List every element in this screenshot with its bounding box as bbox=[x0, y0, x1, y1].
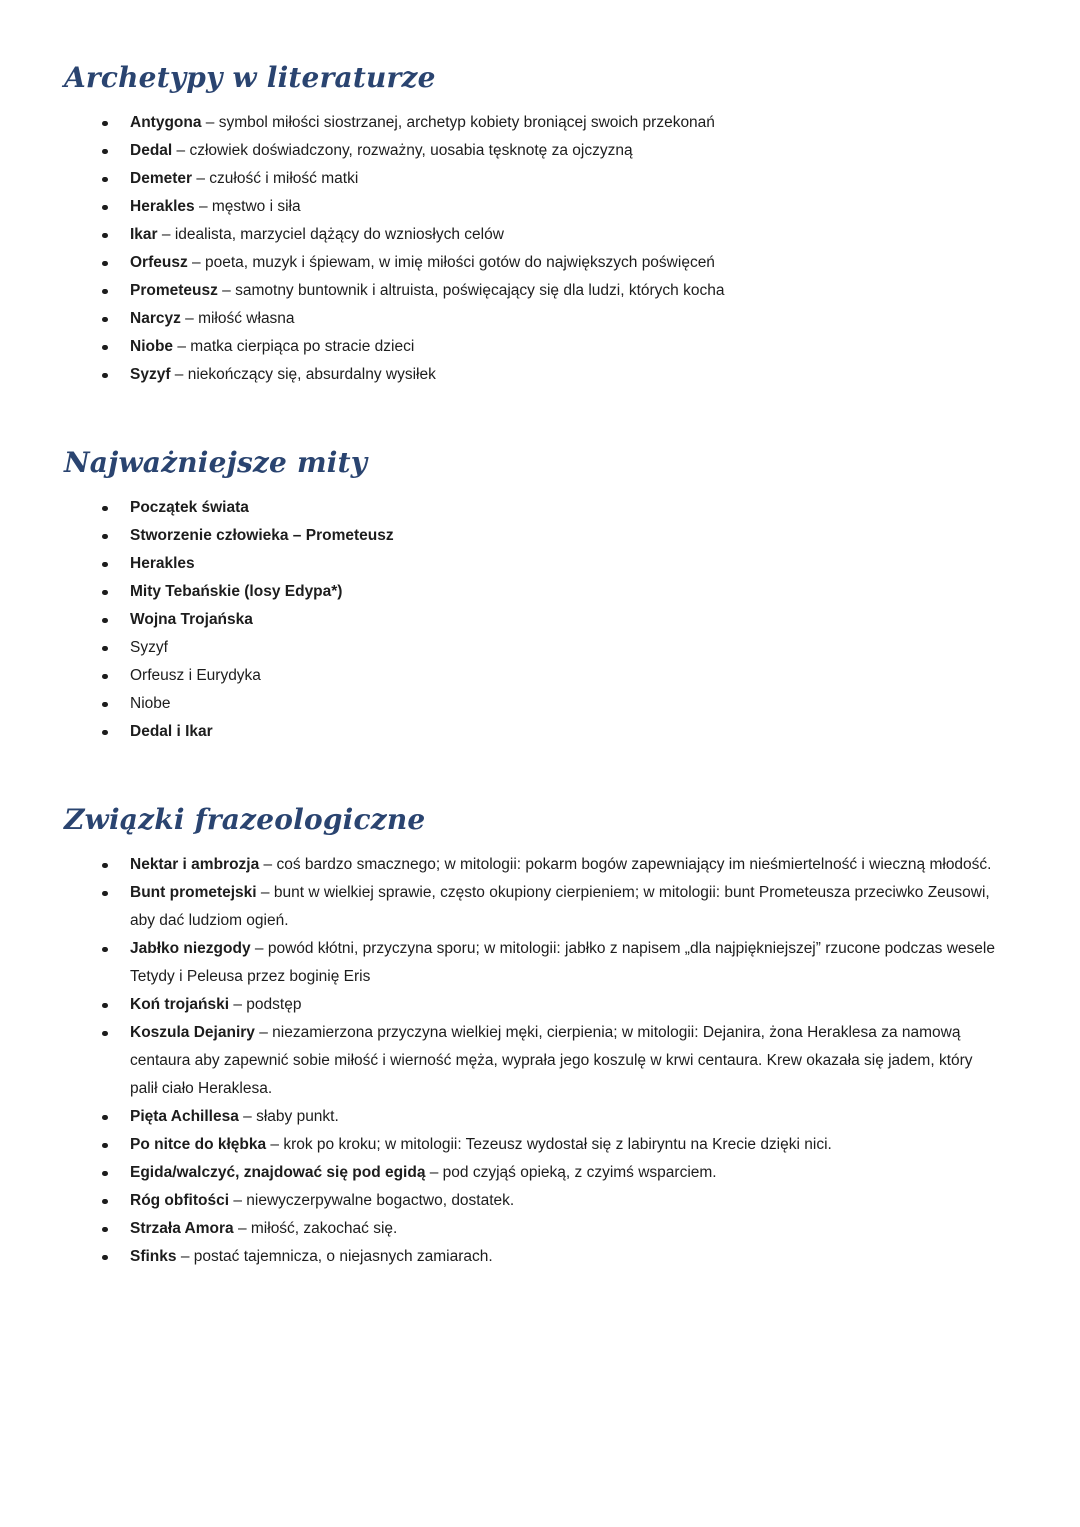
item-description: – coś bardzo smacznego; w mitologii: pokarm bogów zapewniający im nieśmiertelność i wieczną młodość. bbox=[259, 856, 992, 873]
list-item bbox=[64, 1215, 1016, 1243]
list-item bbox=[64, 1243, 1016, 1271]
item-term: Koń trojański bbox=[130, 996, 230, 1013]
list-item bbox=[64, 1159, 1016, 1187]
item-description: – samotny buntownik i altruista, poświęcający się dla ludzi, których kocha bbox=[217, 282, 725, 299]
section-title-archetypy: Archetypy w literaturze bbox=[64, 61, 436, 94]
list-item bbox=[64, 305, 1016, 333]
list-item bbox=[64, 851, 1016, 879]
list-item bbox=[64, 193, 1016, 221]
item-description: – słaby punkt. bbox=[238, 1108, 339, 1125]
item-term: Antygona bbox=[130, 114, 202, 131]
list-item bbox=[64, 522, 1016, 550]
section-najwazniejsze-mity bbox=[64, 445, 1016, 746]
list-item bbox=[64, 606, 1016, 634]
list-item bbox=[64, 277, 1016, 305]
item-term: Herakles bbox=[130, 555, 195, 572]
item-term: Egida/walczyć, znajdować się pod egidą bbox=[130, 1164, 426, 1181]
item-term: Prometeusz bbox=[130, 282, 218, 299]
item-term: Ikar bbox=[130, 226, 158, 243]
item-term: Mity Tebańskie (losy Edypa*) bbox=[130, 583, 343, 600]
item-term: Początek świata bbox=[130, 499, 249, 516]
list-item bbox=[64, 690, 1016, 718]
list-item bbox=[64, 991, 1016, 1019]
list-item bbox=[64, 550, 1016, 578]
item-description: – niezamierzona przyczyna wielkiej męki, cierpienia; w mitologii: Dejanira, żona Heraklesa za namową centaura aby zapewnić sobie miłość i wierność męża, wyprała jego koszulę w krwi centaura. Krew okazała się jadem, który palił ciało Heraklesa. bbox=[130, 1024, 973, 1097]
item-description: – podstęp bbox=[229, 996, 302, 1013]
item-term: Niobe bbox=[130, 695, 171, 712]
frazeologizmy-bullet-list bbox=[64, 851, 1016, 1271]
item-description: – postać tajemnicza, o niejasnych zamiarach. bbox=[176, 1248, 493, 1265]
item-term: Herakles bbox=[130, 198, 195, 215]
item-description: – krok po kroku; w mitologii: Tezeusz wydostał się z labiryntu na Krecie dzięki nici. bbox=[266, 1136, 832, 1153]
item-term: Sfinks bbox=[130, 1248, 177, 1265]
item-description: – czułość i miłość matki bbox=[192, 170, 359, 187]
list-item bbox=[64, 137, 1016, 165]
list-item bbox=[64, 718, 1016, 746]
section-zwiazki-frazeologiczne bbox=[64, 802, 1016, 1271]
list-item bbox=[64, 1103, 1016, 1131]
section-title-frazeologizmy: Związki frazeologiczne bbox=[64, 803, 426, 836]
item-term: Demeter bbox=[130, 170, 193, 187]
item-description: – symbol miłości siostrzanej, archetyp kobiety broniącej swoich przekonań bbox=[201, 114, 715, 131]
mity-bullet-list bbox=[64, 494, 1016, 746]
item-description: – człowiek doświadczony, rozważny, uosabia tęsknotę za ojczyzną bbox=[172, 142, 633, 159]
item-description: – poeta, muzyk i śpiewam, w imię miłości gotów do największych poświęceń bbox=[187, 254, 715, 271]
item-description: – powód kłótni, przyczyna sporu; w mitologii: jabłko z napisem „dla najpiękniejszej” rzucone podczas wesele Tetydy i Peleusa przez boginię Eris bbox=[130, 940, 995, 985]
list-item bbox=[64, 494, 1016, 522]
item-term: Niobe bbox=[130, 338, 174, 355]
section-archetypy-w-literaturze bbox=[64, 60, 1016, 389]
item-term: Syzyf bbox=[130, 639, 168, 656]
item-description: – miłość, zakochać się. bbox=[233, 1220, 398, 1237]
list-item bbox=[64, 1187, 1016, 1215]
list-item bbox=[64, 1131, 1016, 1159]
item-description: – idealista, marzyciel dążący do wzniosłych celów bbox=[157, 226, 504, 243]
item-description: – pod czyjąś opieką, z czyimś wsparciem. bbox=[425, 1164, 717, 1181]
archetypy-bullet-list bbox=[64, 109, 1016, 389]
item-term: Po nitce do kłębka bbox=[130, 1136, 267, 1153]
list-item bbox=[64, 634, 1016, 662]
item-description: – męstwo i siła bbox=[194, 198, 301, 215]
list-item bbox=[64, 249, 1016, 277]
list-item bbox=[64, 1019, 1016, 1103]
list-item bbox=[64, 333, 1016, 361]
list-item bbox=[64, 165, 1016, 193]
item-term: Syzyf bbox=[130, 366, 171, 383]
item-term: Nektar i ambrozja bbox=[130, 856, 260, 873]
item-description: – niewyczerpywalne bogactwo, dostatek. bbox=[229, 1192, 515, 1209]
list-item bbox=[64, 109, 1016, 137]
item-term: Bunt prometejski bbox=[130, 884, 257, 901]
item-term: Stworzenie człowieka – Prometeusz bbox=[130, 527, 394, 544]
section-title-mity: Najważniejsze mity bbox=[64, 446, 368, 479]
item-term: Dedal bbox=[130, 142, 173, 159]
item-term: Strzała Amora bbox=[130, 1220, 234, 1237]
item-description: – matka cierpiąca po stracie dzieci bbox=[173, 338, 415, 355]
list-item bbox=[64, 361, 1016, 389]
list-item bbox=[64, 879, 1016, 935]
item-term: Pięta Achillesa bbox=[130, 1108, 239, 1125]
item-description: – niekończący się, absurdalny wysiłek bbox=[170, 366, 436, 383]
item-description: – bunt w wielkiej sprawie, często okupiony cierpieniem; w mitologii: bunt Prometeusza przeciwko Zeusowi, aby dać ludziom ogień. bbox=[130, 884, 990, 929]
item-term: Dedal i Ikar bbox=[130, 723, 213, 740]
item-term: Orfeusz bbox=[130, 254, 188, 271]
item-term: Jabłko niezgody bbox=[130, 940, 251, 957]
list-item bbox=[64, 935, 1016, 991]
item-term: Narcyz bbox=[130, 310, 181, 327]
item-term: Koszula Dejaniry bbox=[130, 1024, 255, 1041]
item-term: Róg obfitości bbox=[130, 1192, 230, 1209]
item-description: – miłość własna bbox=[180, 310, 295, 327]
list-item bbox=[64, 578, 1016, 606]
item-term: Wojna Trojańska bbox=[130, 611, 253, 628]
list-item bbox=[64, 662, 1016, 690]
list-item bbox=[64, 221, 1016, 249]
item-term: Orfeusz i Eurydyka bbox=[130, 667, 261, 684]
